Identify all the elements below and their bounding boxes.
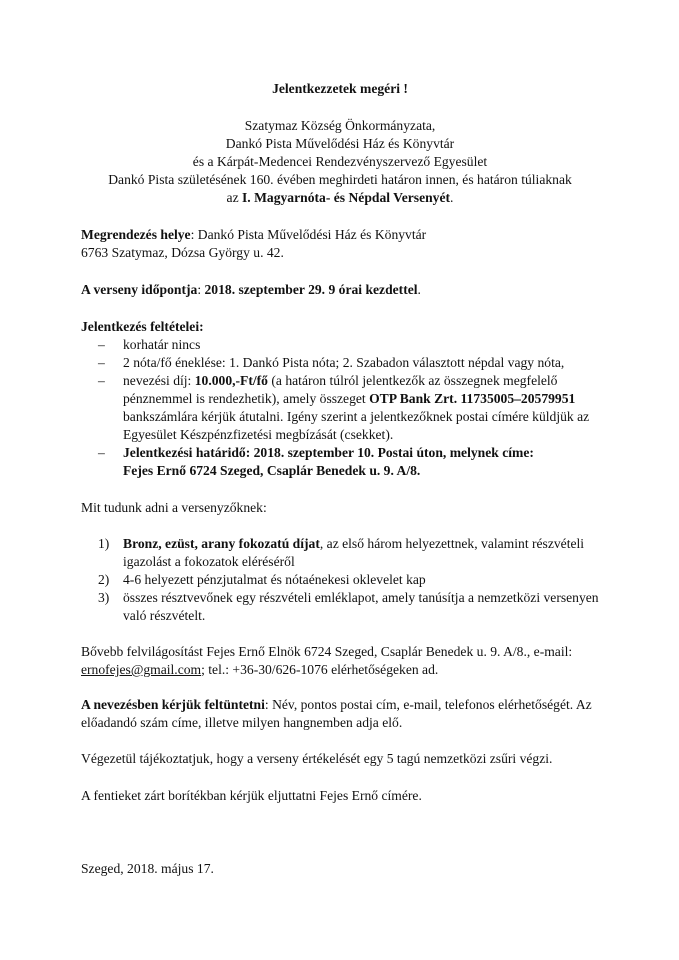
venue-address: 6763 Szatymaz, Dózsa György u. 42. bbox=[81, 245, 284, 260]
date-label: A verseny időpontja bbox=[81, 282, 198, 297]
conditions-list bbox=[81, 336, 611, 480]
prizes-intro: Mit tudunk adni a versenyzőknek: bbox=[81, 500, 267, 515]
entry-fee: 10.000,-Ft/fő bbox=[194, 373, 268, 388]
list-item: 2) 4-6 helyezett pénzjutalmat és nótaénekesi oklevelet kap bbox=[98, 572, 426, 587]
prize-medals: Bronz, ezüst, arany fokozatú díjat bbox=[123, 536, 320, 551]
intro-line: Dankó Pista születésének 160. évében meghirdeti határon innen, és határon túliaknak bbox=[108, 172, 572, 187]
conditions-heading: Jelentkezés feltételei: bbox=[81, 319, 204, 334]
intro-line: Szatymaz Község Önkormányzata, bbox=[244, 118, 436, 133]
venue-text: : Dankó Pista Művelődési Ház és Könyvtár bbox=[190, 227, 427, 242]
envelope-paragraph: A fentieket zárt borítékban kérjük eljuttatni Fejes Ernő címére. bbox=[81, 788, 422, 803]
list-item: – 2 nóta/fő éneklése: 1. Dankó Pista nóta; 2. Szabadon választott népdal vagy nóta, bbox=[98, 355, 565, 370]
competition-name: I. Magyarnóta- és Népdal Versenyét bbox=[242, 190, 451, 205]
intro-block bbox=[60, 117, 620, 207]
intro-line-competition: az I. Magyarnóta- és Népdal Versenyét. bbox=[226, 190, 454, 205]
list-item-deadline: – Jelentkezési határidő: 2018. szeptember 10. Postai úton, melynek címe: Fejes Ernő 6724 Szeged, Csaplár Benedek u. 9. A/8. bbox=[98, 445, 534, 478]
intro-line: és a Kárpát-Medencei Rendezvényszervező Egyesület bbox=[192, 154, 488, 169]
intro-line: Dankó Pista Művelődési Ház és Könyvtár bbox=[225, 136, 455, 151]
jury-paragraph: Végezetül tájékoztatjuk, hogy a verseny értékelését egy 5 tagú nemzetközi zsűri végzi. bbox=[81, 751, 553, 766]
signoff: Szeged, 2018. május 17. bbox=[81, 861, 214, 876]
date-line: A verseny időpontja: 2018. szeptember 29. 9 órai kezdettel. bbox=[81, 282, 421, 297]
list-item: – korhatár nincs bbox=[98, 337, 201, 352]
list-item: 1) Bronz, ezüst, arany fokozatú díjat, az első három helyezettnek, valamint részvételi igazolást a fokozatok eléréséről bbox=[98, 536, 585, 569]
venue-label: Megrendezés helye bbox=[81, 227, 191, 242]
required-label: A nevezésben kérjük feltüntetni bbox=[81, 697, 265, 712]
date-value: 2018. szeptember 29. 9 órai kezdettel bbox=[204, 282, 418, 297]
required-paragraph: A nevezésben kérjük feltüntetni: Név, pontos postai cím, e-mail, telefonos elérhetőségét. Az előadandó szám címe, illetve milyen hangnemben adja elő. bbox=[81, 697, 592, 730]
list-item: – nevezési díj: 10.000,-Ft/fő (a határon túlról jelentkezők az összegnek megfelelő pénznemmel is rendezhetik), amely összeget OTP Bank Zrt. 11735005–20579951 bankszámlára kérjük átutalni. Igény szerint a jelentkezőknek postai címére küldjük az Egyesület Készpénzfizetési megbízását (csekket). bbox=[98, 373, 590, 442]
venue-block bbox=[81, 226, 611, 262]
bank-account: OTP Bank Zrt. 11735005–20579951 bbox=[369, 391, 576, 406]
prizes-list bbox=[81, 535, 611, 625]
list-item: 3) összes résztvevőnek egy részvételi emléklapot, amely tanúsítja a nemzetközi versenyen való részvételt. bbox=[98, 590, 599, 623]
document-title: Jelentkezzetek megéri ! bbox=[272, 81, 408, 96]
info-paragraph: Bővebb felvilágosítást Fejes Ernő Elnök 6724 Szeged, Csaplár Benedek u. 9. A/8., e-mail: ernofejes@gmail.com; tel.: +36-30/626-1076 elérhetőségeken ad. bbox=[81, 644, 573, 677]
email-link[interactable]: ernofejes@gmail.com bbox=[81, 662, 202, 677]
